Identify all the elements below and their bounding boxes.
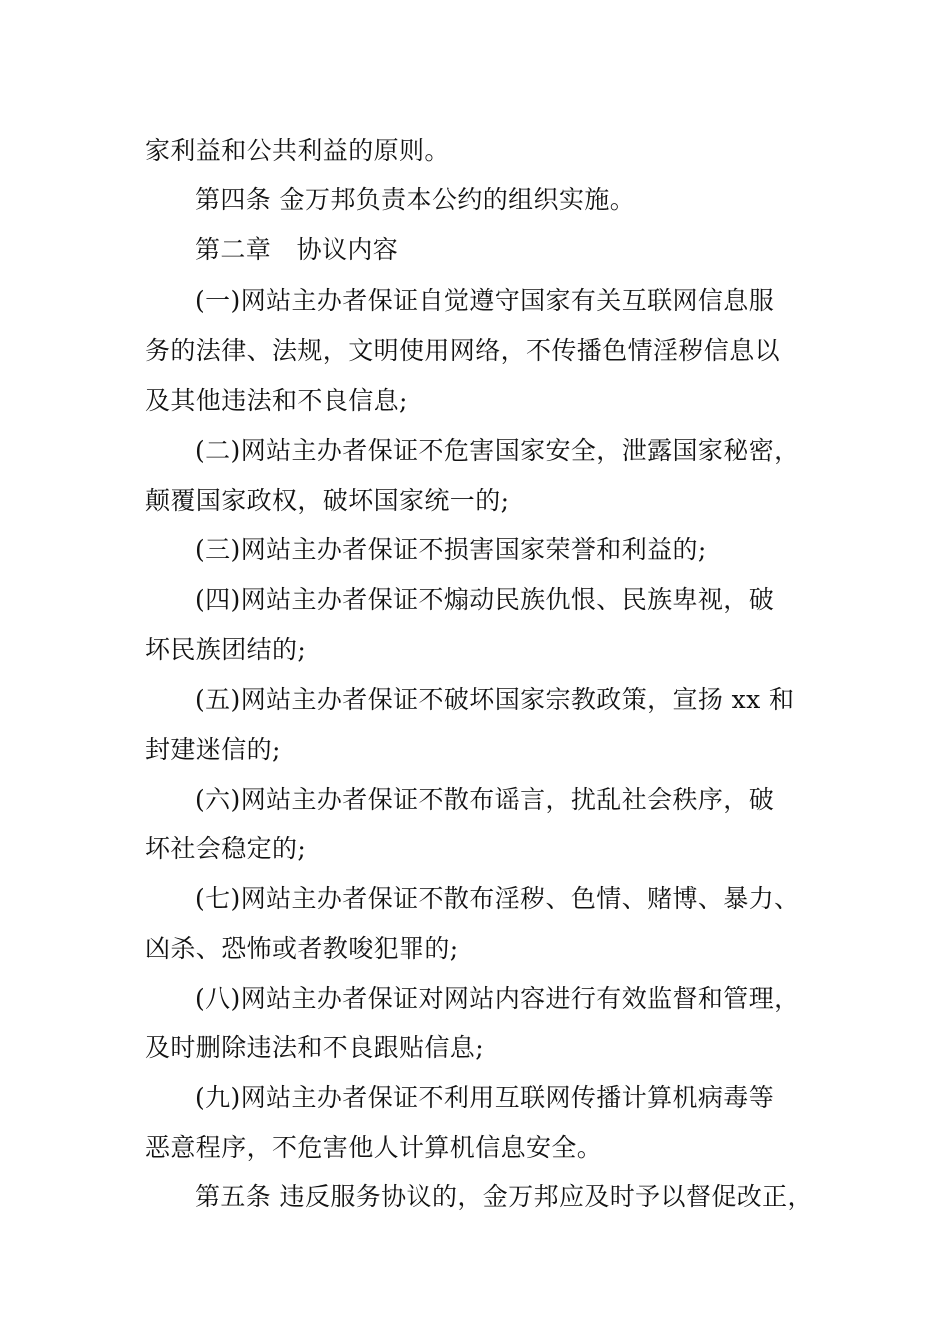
text-line: (五)网站主办者保证不破坏国家宗教政策，宣扬 xx 和 <box>195 685 795 714</box>
text-line: (四)网站主办者保证不煽动民族仇恨、民族卑视，破 <box>195 585 775 614</box>
text-line: 及其他违法和不良信息; <box>145 386 408 415</box>
text-line: (七)网站主办者保证不散布淫秽、色情、赌博、暴力、 <box>195 884 800 913</box>
text-line: (八)网站主办者保证对网站内容进行有效监督和管理， <box>195 984 800 1013</box>
text-line: 凶杀、恐怖或者教唆犯罪的; <box>145 934 459 963</box>
text-line: 封建迷信的; <box>145 735 281 764</box>
text-line: 第五条 违反服务协议的，金万邦应及时予以督促改正， <box>195 1182 813 1211</box>
text-line: (六)网站主办者保证不散布谣言，扰乱社会秩序，破 <box>195 785 775 814</box>
text-line: (二)网站主办者保证不危害国家安全，泄露国家秘密， <box>195 436 800 465</box>
text-line: 坏民族团结的; <box>145 635 307 664</box>
text-line: (一)网站主办者保证自觉遵守国家有关互联网信息服 <box>195 286 775 315</box>
text-line: (九)网站主办者保证不利用互联网传播计算机病毒等 <box>195 1083 775 1112</box>
text-line: 恶意程序，不危害他人计算机信息安全。 <box>145 1133 603 1162</box>
text-line: 家利益和公共利益的原则。 <box>145 136 450 165</box>
text-line: 及时删除违法和不良跟贴信息; <box>145 1033 485 1062</box>
text-line: (三)网站主办者保证不损害国家荣誉和利益的; <box>195 535 707 564</box>
text-line: 务的法律、法规，文明使用网络，不传播色情淫秽信息以 <box>145 336 781 365</box>
text-line: 坏社会稳定的; <box>145 834 307 863</box>
chapter-heading: 第二章 协议内容 <box>195 235 399 264</box>
text-line: 第四条 金万邦负责本公约的组织实施。 <box>195 185 636 214</box>
text-line: 颠覆国家政权，破坏国家统一的; <box>145 486 510 515</box>
